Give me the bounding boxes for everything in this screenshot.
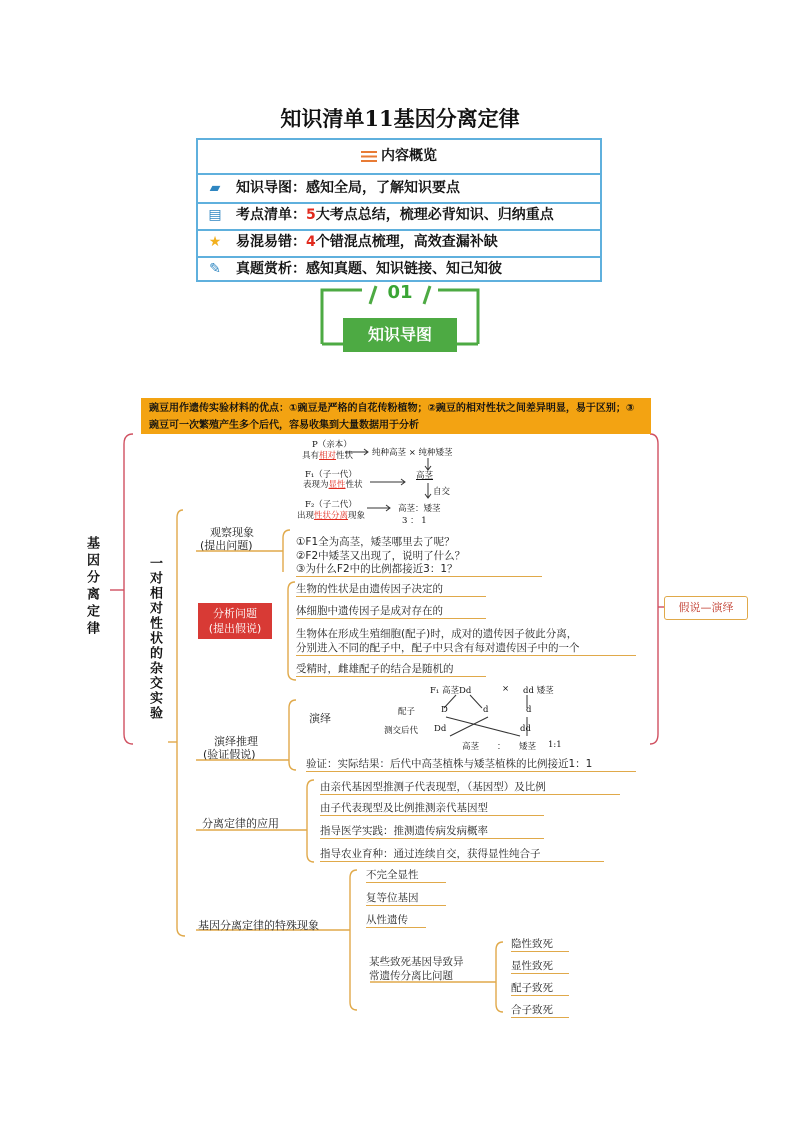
overview-row-num: 5: [306, 207, 316, 223]
special-3: 从性遗传: [366, 912, 426, 928]
special-2: 复等位基因: [366, 890, 446, 906]
f1-result: 高茎: [416, 471, 434, 481]
overview-row-text: 大考点总结，梳理必背知识、归纳重点: [315, 207, 554, 223]
selfing-label: 自交: [433, 487, 451, 497]
overview-row-label: 真题赏析：: [236, 261, 306, 277]
star-icon: ★: [208, 234, 222, 250]
edit-icon: ✎: [209, 261, 221, 277]
banner-advantages: 豌豆用作遗传实验材料的优点：①豌豆是严格的自花传粉植物；②豌豆的相对性状之间差异明显，易于区别；③豌豆可一次繁殖产生多个后代，容易收集到大量数据用于分析: [141, 398, 651, 434]
apply-2: 由子代表现型及比例推测亲代基因型: [320, 800, 544, 816]
special-1: 不完全显性: [366, 867, 446, 883]
p-note-a: 具有: [302, 451, 320, 461]
f1-note-a: 表现为: [303, 480, 329, 490]
apply-1: 由亲代基因型推测子代表现型，（基因型）及比例: [320, 779, 620, 795]
hypothesis-label: 假说—演绎: [664, 596, 748, 620]
lethal-zygote: 合子致死: [511, 1002, 569, 1018]
p-label: P（亲本）: [312, 440, 352, 450]
overview-header-label: 内容概览: [381, 148, 437, 164]
f2-result: 高茎：矮茎: [398, 504, 441, 514]
hypothesis-1: 生物的性状是由遗传因子决定的: [296, 581, 486, 597]
lethal-gamete: 配子致死: [511, 980, 569, 996]
section-label: 知识导图: [343, 318, 457, 352]
hypothesis-3b: 分别进入不同的配子中，配子中只含有每对遗传因子中的一个: [296, 640, 636, 656]
overview-row-label: 知识导图：: [236, 180, 306, 196]
special-4b: 常遗传分离比问题: [369, 970, 453, 982]
map-icon: ▰: [209, 180, 221, 196]
lethal-recessive: 隐性致死: [511, 936, 569, 952]
apply-4: 指导农业育种：通过连续自交，获得显性纯合子: [320, 846, 604, 862]
offspring-label: 测交后代: [384, 726, 419, 736]
root-label: [83, 536, 103, 638]
gamete-d2: d: [483, 705, 489, 715]
hypothesis-3a: 生物体在形成生殖细胞(配子)时，成对的遗传因子彼此分离，: [296, 628, 578, 640]
deduce-x: ×: [502, 684, 510, 694]
branch-text: 一对相对性状的杂交实验: [147, 556, 162, 721]
branch-label: [146, 556, 166, 721]
f2-note-b: 现象: [348, 511, 366, 521]
apply-title: 分离定律的应用: [202, 817, 279, 830]
deduce-dd: dd 矮茎: [523, 686, 554, 696]
deduce-label: 演绎: [309, 712, 331, 725]
section-number: 01: [387, 282, 413, 303]
hypothesis-4: 受精时，雌雄配子的结合是随机的: [296, 661, 486, 677]
result-ratio: 1:1: [548, 740, 562, 750]
overview-row-num: 4: [306, 234, 316, 250]
result-colon: ：: [497, 742, 506, 752]
offspring-dd2: dd: [520, 724, 531, 734]
p-cross: 纯种高茎 × 纯种矮茎: [372, 448, 453, 458]
observe-subtitle: (提出问题): [200, 539, 253, 552]
overview-row-text: 感知全局，了解知识要点: [306, 180, 460, 196]
lethal-dominant: 显性致死: [511, 958, 569, 974]
f2-label: F₂（子二代）: [305, 500, 357, 510]
result-short: 矮茎: [519, 742, 537, 752]
overview-row-label: 考点清单：: [236, 207, 306, 223]
f1-label: F₁（子一代）: [305, 470, 357, 480]
gamete-d3: d: [526, 705, 532, 715]
overview-row-text: 感知真题、知识链接、知己知彼: [306, 261, 502, 277]
analyze-title: 分析问题: [213, 607, 257, 620]
f2-note-red: 性状分离: [314, 511, 349, 521]
f1-note-b: 性状: [345, 480, 363, 490]
apply-3: 指导医学实践：推测遗传病发病概率: [320, 823, 544, 839]
p-note-b: 性状: [336, 451, 354, 461]
observe-title: 观察现象: [210, 526, 254, 539]
offspring-dd1: Dd: [434, 724, 447, 734]
f2-ratio: 3 ： 1: [402, 516, 427, 526]
f2-note-a: 出现: [297, 511, 315, 521]
deduce-subtitle: (验证假说): [203, 748, 256, 761]
observe-q2: ②F2中矮茎又出现了，说明了什么？: [296, 550, 466, 562]
deduce-f1: F₁ 高茎Dd: [430, 686, 472, 696]
analyze-box: [198, 603, 272, 639]
f1-note: [303, 478, 363, 490]
overview-row-text: 个错混点梳理，高效查漏补缺: [315, 234, 498, 250]
root-text: 基因分离定律: [84, 536, 99, 638]
f2-note: [297, 509, 365, 521]
p-note-red: 相对: [319, 451, 337, 461]
hypothesis-2: 体细胞中遗传因子是成对存在的: [296, 603, 486, 619]
f1-note-red: 显性: [328, 480, 346, 490]
gamete-d1: D: [441, 705, 448, 715]
verify-text: 验证：实际结果：后代中高茎植株与矮茎植株的比例接近1：1: [306, 756, 636, 772]
page-title: 知识清单11基因分离定律: [280, 106, 520, 131]
result-tall: 高茎: [462, 742, 480, 752]
deduce-title: 演绎推理: [214, 735, 258, 748]
analyze-subtitle: (提出假说): [208, 622, 262, 635]
observe-q1: ①F1全为高茎，矮茎哪里去了呢？: [296, 536, 455, 548]
p-note: [302, 449, 353, 461]
gamete-label: 配子: [398, 707, 416, 717]
overview-row-label: 易混易错：: [236, 234, 306, 250]
book-icon: ▤: [208, 207, 222, 223]
observe-q3: ③为什么F2中的比例都接近3：1？: [296, 561, 542, 577]
special-title: 基因分离定律的特殊现象: [198, 919, 319, 932]
special-4a: 某些致死基因导致异: [369, 956, 464, 968]
